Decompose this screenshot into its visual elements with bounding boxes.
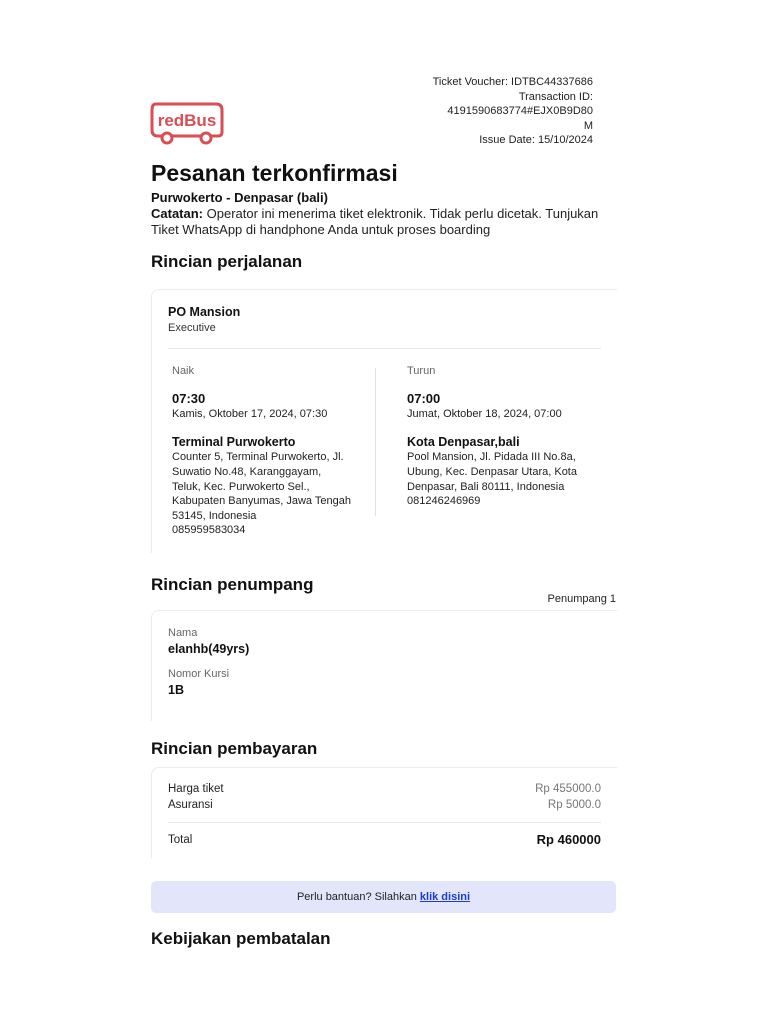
help-banner bbox=[151, 881, 616, 913]
card-divider bbox=[168, 348, 601, 349]
dropping-phone: 081246246969 bbox=[407, 495, 481, 508]
voucher-info bbox=[393, 75, 593, 148]
dropping-address: Pool Mansion, Jl. Pidada III No.8a, Ubung, Kec. Denpasar Utara, Kota Denpasar, Bali 80111, Indonesia bbox=[407, 451, 577, 493]
transaction-id-line1: 4191590683774#EJX0B9D80 bbox=[447, 105, 593, 118]
seat-number: 1B bbox=[168, 683, 184, 697]
passenger-section-title: Rincian penumpang bbox=[151, 575, 314, 594]
insurance-label: Asuransi bbox=[168, 799, 213, 811]
boarding-place: Terminal Purwokerto bbox=[172, 434, 296, 449]
transaction-label: Transaction ID: bbox=[518, 90, 593, 103]
insurance-row bbox=[168, 799, 601, 811]
logo-text: redBus bbox=[157, 111, 217, 130]
help-link[interactable]: klik disini bbox=[419, 891, 471, 903]
redbus-logo bbox=[150, 100, 225, 146]
ticket-price-label: Harga tiket bbox=[168, 783, 224, 795]
total-amount: Rp 460000 bbox=[536, 832, 601, 847]
dropping-place: Kota Denpasar,bali bbox=[407, 434, 520, 449]
cancellation-section-title: Kebijakan pembatalan bbox=[151, 929, 331, 948]
passenger-name: elanhb(49yrs) bbox=[168, 642, 250, 656]
passenger-card bbox=[151, 610, 617, 721]
dropping-time: 07:00 bbox=[407, 390, 441, 406]
bus-type: Executive bbox=[168, 322, 216, 334]
dropping-column bbox=[407, 364, 587, 509]
dropping-label: Turun bbox=[407, 365, 436, 377]
payment-card bbox=[151, 767, 617, 858]
total-row bbox=[168, 834, 601, 846]
boarding-date: Kamis, Oktober 17, 2024, 07:30 bbox=[172, 408, 328, 421]
journey-card bbox=[151, 289, 617, 553]
issue-date: Issue Date: 15/10/2024 bbox=[479, 134, 593, 147]
ticket-voucher: Ticket Voucher: IDTBC44337686 bbox=[432, 76, 593, 88]
operator-name: PO Mansion bbox=[168, 305, 241, 319]
boarding-address: Counter 5, Terminal Purwokerto, Jl. Suwatio No.48, Karanggayam, Teluk, Kec. Purwokerto Sel., Kabupaten Banyumas, Jawa Tengah 53145, Indonesia bbox=[172, 451, 351, 522]
note-label: Catatan: bbox=[151, 206, 204, 221]
booking-note bbox=[151, 206, 621, 237]
boarding-column bbox=[172, 364, 352, 538]
column-separator bbox=[375, 368, 376, 516]
boarding-label: Naik bbox=[172, 365, 195, 377]
boarding-phone: 085959583034 bbox=[172, 524, 246, 537]
payment-section-title: Rincian pembayaran bbox=[151, 739, 318, 758]
ticket-price-row bbox=[168, 783, 601, 795]
transaction-id-line2: M bbox=[583, 119, 593, 132]
name-label: Nama bbox=[168, 627, 198, 639]
dropping-date: Jumat, Oktober 18, 2024, 07:00 bbox=[407, 408, 562, 421]
journey-section-title: Rincian perjalanan bbox=[151, 252, 303, 271]
insurance-amount: Rp 5000.0 bbox=[547, 799, 601, 811]
route: Purwokerto - Denpasar (bali) bbox=[151, 190, 328, 205]
passenger-count: Penumpang 1 bbox=[547, 593, 616, 605]
total-label: Total bbox=[168, 834, 193, 846]
bus-logo-icon bbox=[150, 100, 225, 146]
note-text: Operator ini menerima tiket elektronik. Tidak perlu dicetak. Tunjukan Tiket WhatsApp di handphone Anda untuk proses boarding bbox=[151, 206, 599, 237]
boarding-time: 07:30 bbox=[172, 390, 206, 406]
page-title: Pesanan terkonfirmasi bbox=[151, 160, 398, 186]
payment-divider bbox=[168, 822, 601, 823]
help-text: Perlu bantuan? Silahkan bbox=[296, 891, 417, 903]
seat-label: Nomor Kursi bbox=[168, 668, 230, 680]
ticket-price-amount: Rp 455000.0 bbox=[535, 783, 601, 795]
